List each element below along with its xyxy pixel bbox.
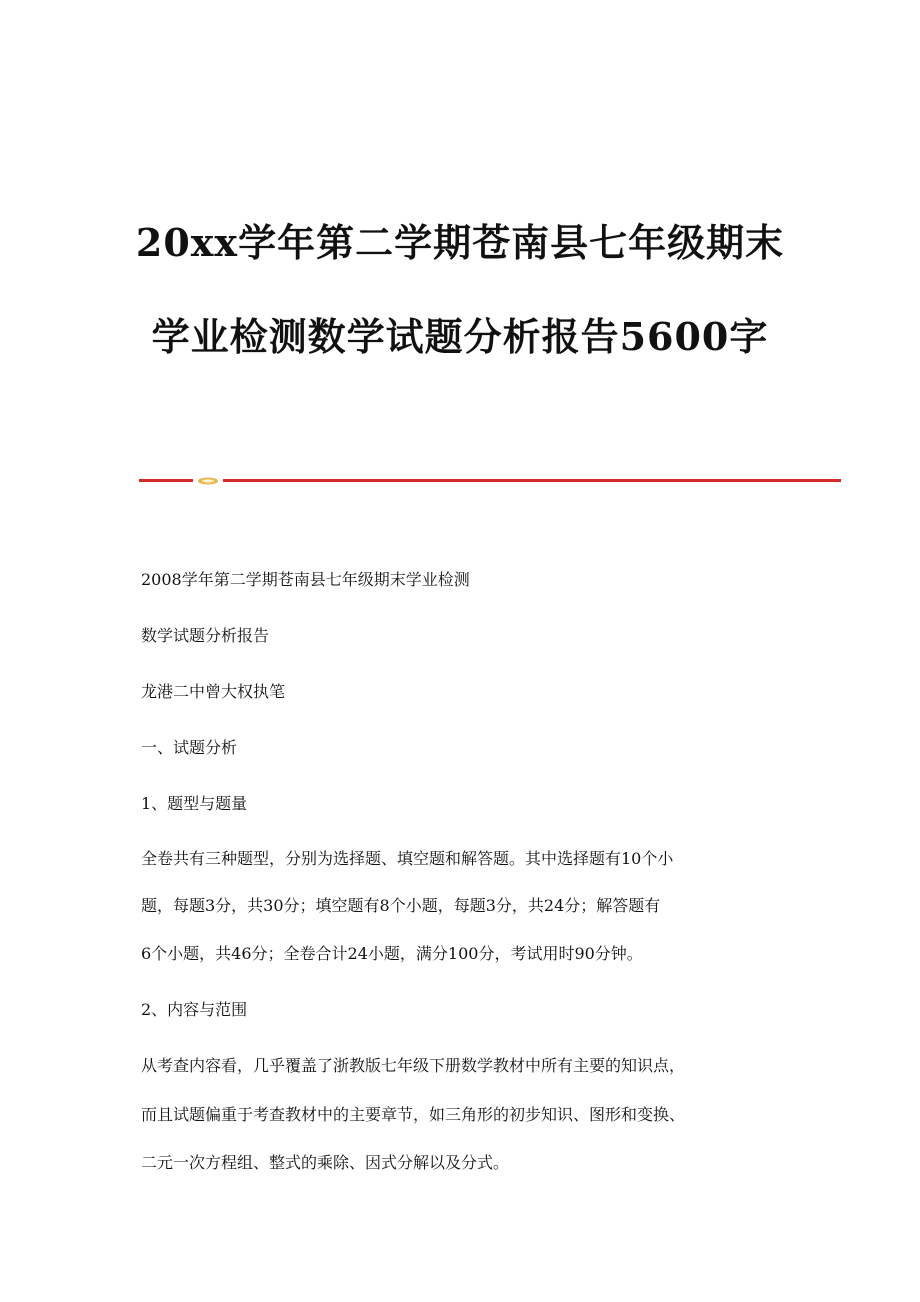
divider-rule-right: [223, 479, 841, 482]
divider-rule-left: [139, 479, 193, 482]
divider-ornament-icon: [197, 476, 219, 486]
paragraph-1-line-2: 题，每题3分，共30分；填空题有8个小题，每题3分，共24分；解答题有: [141, 896, 661, 915]
paragraph-2-line-2: 而且试题偏重于考查教材中的主要章节，如三角形的初步知识、图形和变换、: [141, 1105, 686, 1124]
paragraph-2-line-1: 从考查内容看，几乎覆盖了浙教版七年级下册数学教材中所有主要的知识点，: [141, 1056, 686, 1075]
document-title-line-1: 20xx学年第二学期苍南县七年级期末: [135, 220, 785, 265]
paragraph-1-line-3: 6个小题，共46分；全卷合计24小题，满分100分，考试用时90分钟。: [141, 944, 643, 963]
subsection-heading-1: 1、题型与题量: [141, 794, 248, 813]
document-title-line-2: 学业检测数学试题分析报告5600字: [151, 314, 769, 359]
title-divider: [139, 476, 841, 486]
section-heading-1: 一、试题分析: [141, 738, 238, 757]
paragraph-1-line-1: 全卷共有三种题型，分别为选择题、填空题和解答题。其中选择题有10个小: [141, 849, 674, 868]
report-heading-line-1: 2008学年第二学期苍南县七年级期末学业检测: [141, 570, 470, 589]
subsection-heading-2: 2、内容与范围: [141, 1000, 248, 1019]
report-author: 龙港二中曾大权执笔: [141, 682, 286, 701]
paragraph-2-line-3: 二元一次方程组、整式的乘除、因式分解以及分式。: [141, 1153, 510, 1172]
report-heading-line-2: 数学试题分析报告: [141, 626, 270, 645]
